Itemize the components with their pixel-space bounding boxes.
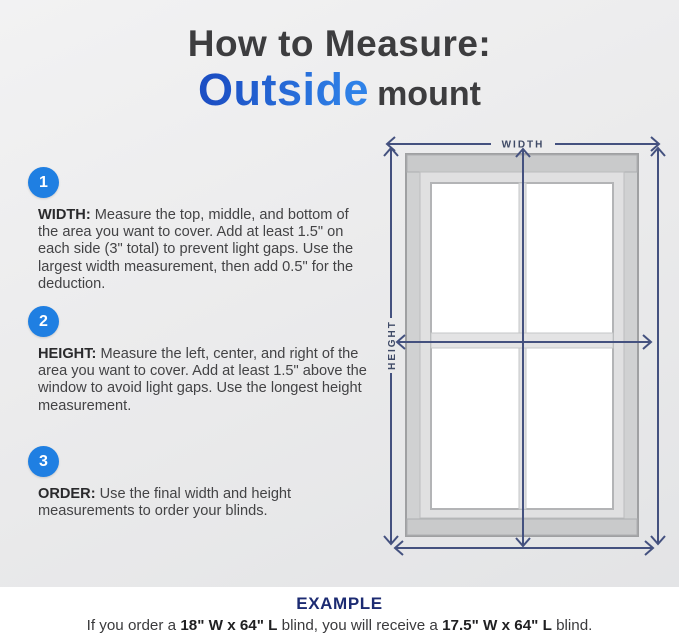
step-1 [28, 167, 370, 293]
page-title [0, 24, 679, 115]
example-title: EXAMPLE [296, 594, 383, 613]
example-suffix: blind. [551, 617, 593, 634]
step-3-paragraph [38, 486, 370, 520]
example-ordered-size: 18" W x 64" L [180, 617, 278, 634]
example-sentence [0, 617, 679, 634]
step-1-text: Measure the top, middle, and bottom of the area you want to cover. Add at least 1.5" on each side (3" total) to prevent light gaps. Use the largest width measurement, then add 0.5" for the deduction. [38, 207, 354, 292]
title-line2 [0, 63, 679, 115]
title-line1: How to Measure: [187, 23, 492, 64]
example-middle: blind, you will receive a [277, 617, 443, 634]
example-received-size: 17.5" W x 64" L [442, 617, 552, 634]
window-measurement-diagram [375, 130, 675, 570]
step-1-number-badge: 1 [28, 167, 59, 198]
step-2-paragraph [38, 346, 370, 415]
step-3-label: ORDER: [38, 486, 96, 502]
example-footer [0, 587, 679, 644]
step-2-text: Measure the left, center, and right of the area you want to cover. Add at least 1.5" above the window to avoid light gaps. Use the longest height measurement. [38, 346, 367, 414]
step-2-label: HEIGHT: [38, 346, 97, 362]
step-2-number-badge: 2 [28, 306, 59, 337]
height-arrow-left [384, 148, 398, 544]
step-2 [28, 306, 370, 415]
step-1-label: WIDTH: [38, 207, 91, 223]
title-accent-outside: Outside [198, 63, 370, 115]
step-1-paragraph [38, 207, 370, 293]
title-suffix-mount: mount [377, 74, 481, 113]
width-label: WIDTH [501, 139, 545, 151]
step-3 [28, 446, 370, 520]
height-arrow-right [651, 148, 665, 544]
window-diagram-svg [375, 130, 675, 570]
step-3-number-badge: 3 [28, 446, 59, 477]
example-prefix: If you order a [86, 617, 181, 634]
height-label: HEIGHT [387, 320, 398, 370]
step-3-text: Use the final width and height measurements to order your blinds. [38, 486, 292, 520]
